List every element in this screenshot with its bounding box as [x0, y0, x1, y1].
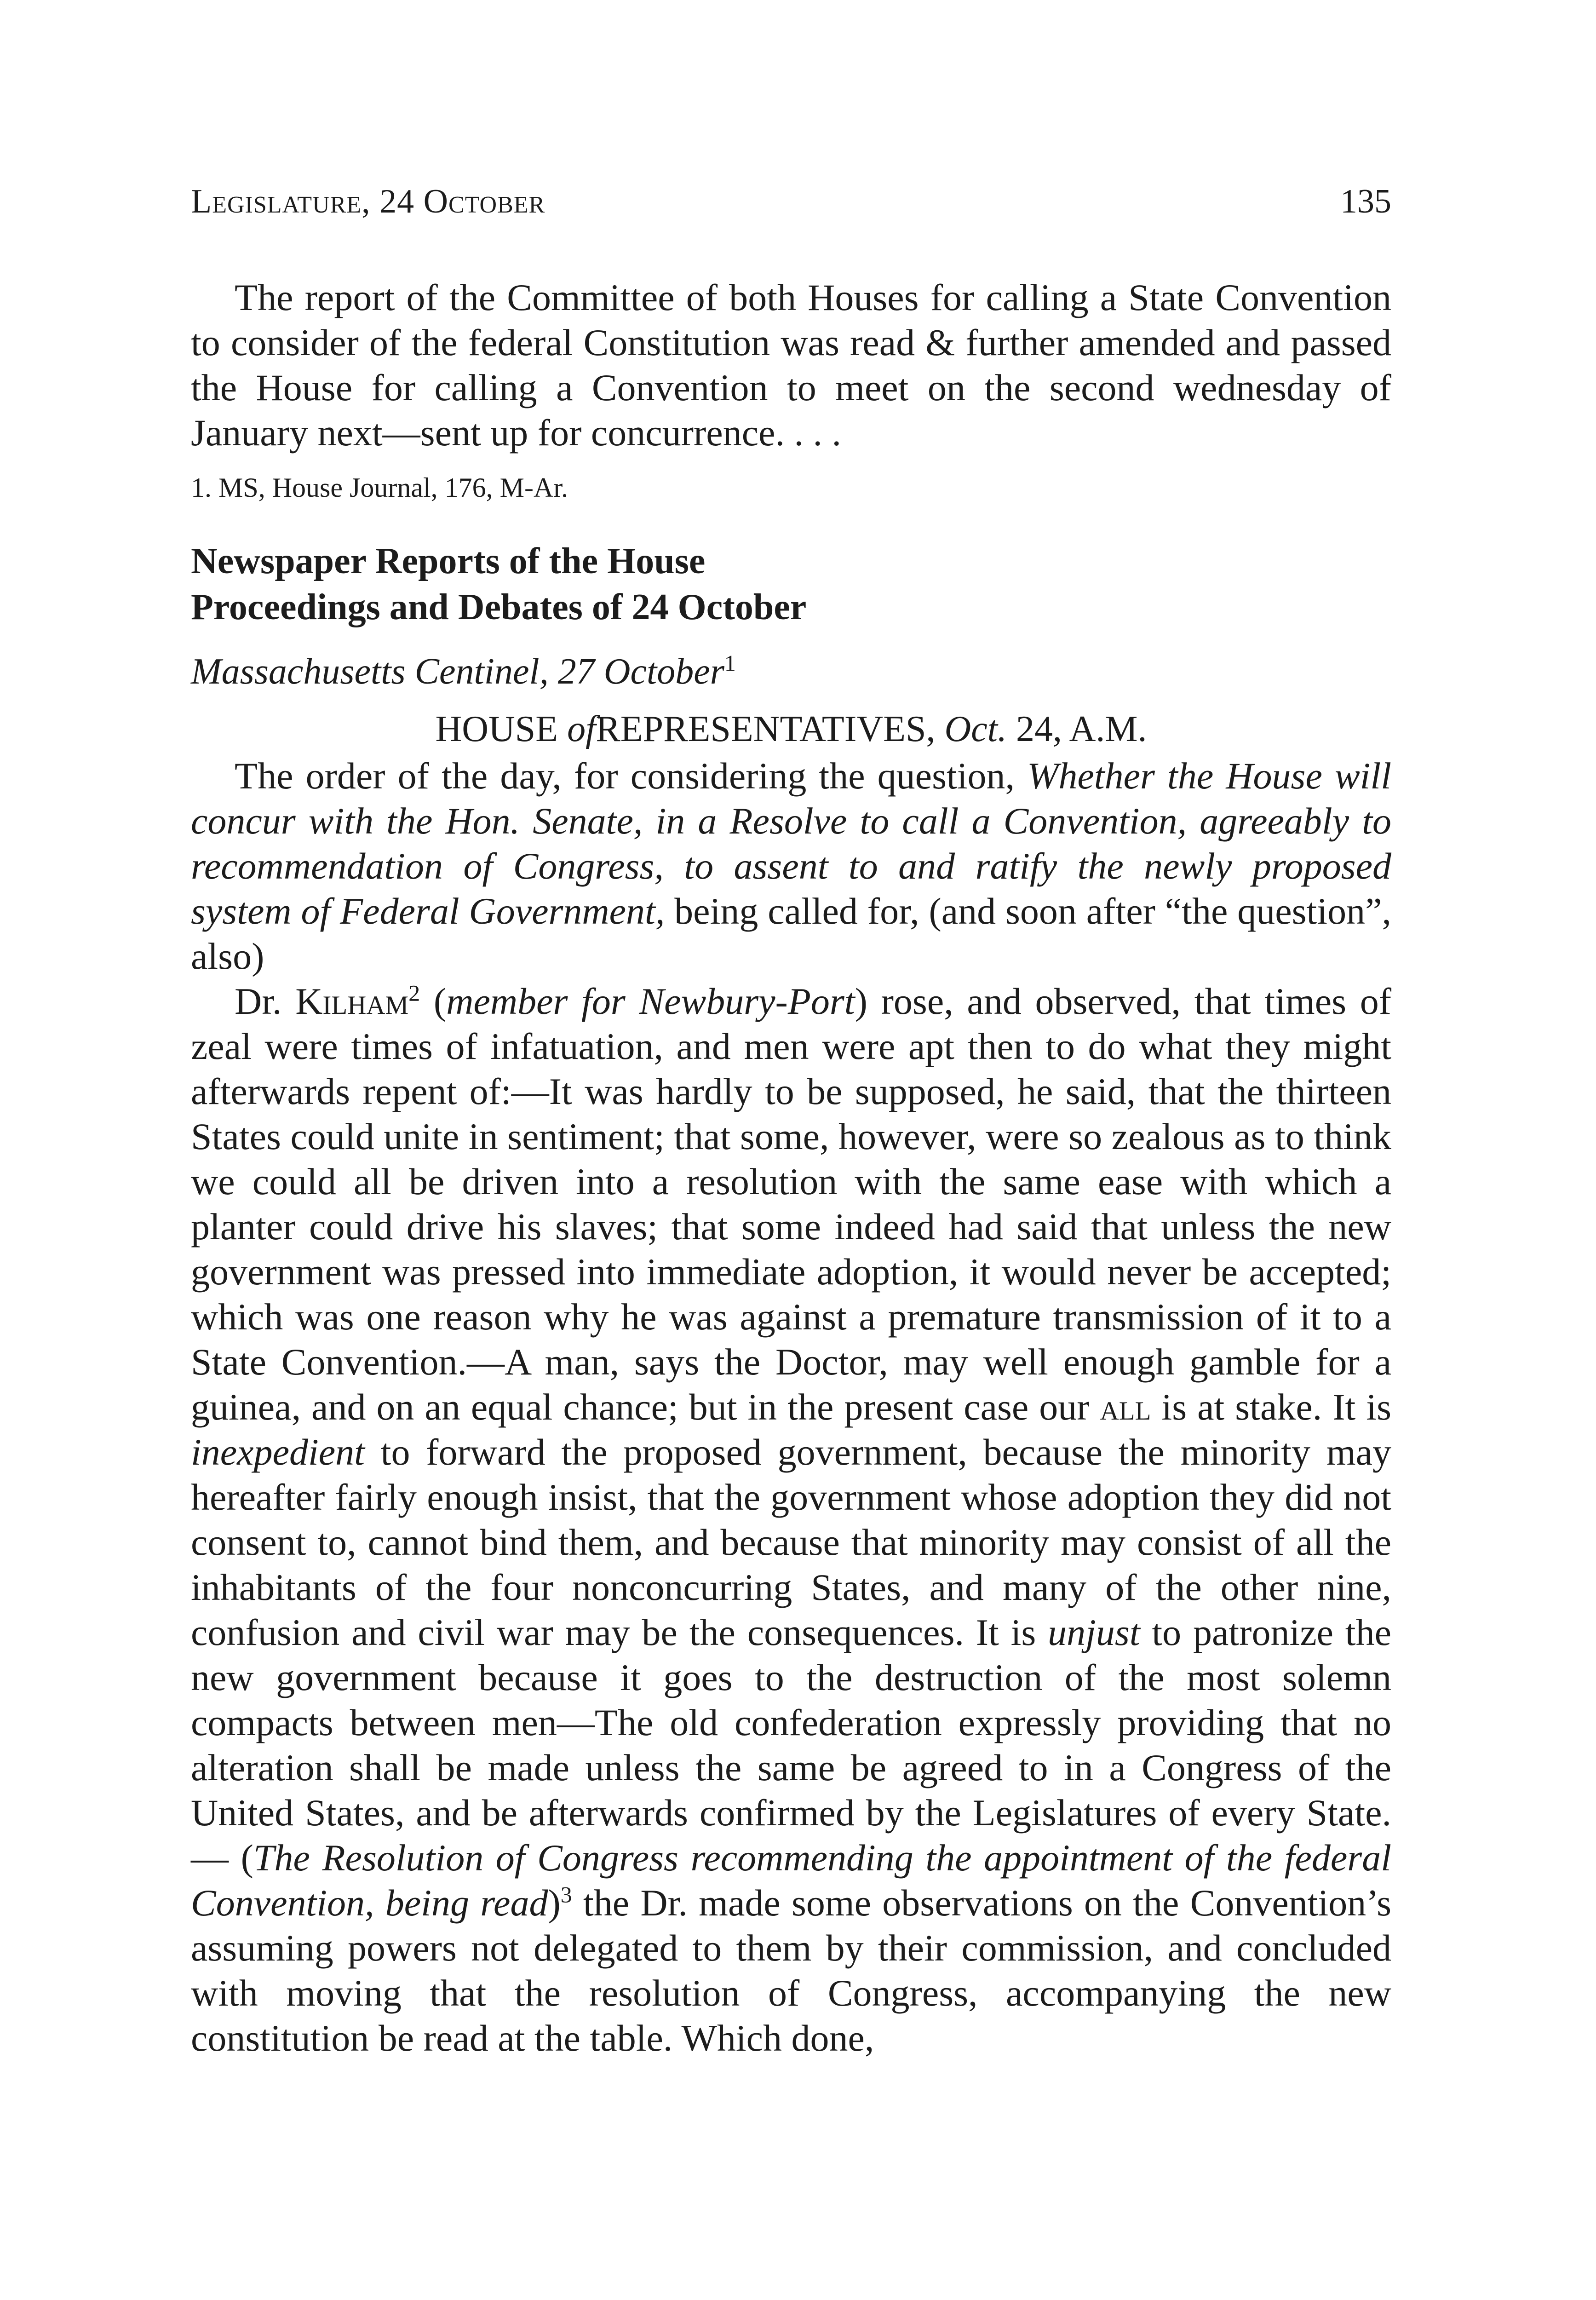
section-heading-line-1: Newspaper Reports of the House [191, 541, 706, 581]
p2-text-5: to forward the proposed government, because the minority may hereafter fairly enough insist, that the government whose adoption they did not consent to, cannot bind them, and because that minority may consist of all the inhabitants of the four nonconcurring States, and many of the other nine, confusion and civil war may be the consequences. It is [191, 1431, 1391, 1653]
journal-entry-paragraph: The report of the Committee of both Houses for calling a State Convention to consider of the federal Constitution was read & further amended and passed the House for calling a Convention to meet on the second wednesday of January next—sent up for concurrence. . . . [191, 276, 1391, 454]
paragraph-kilham-speech [191, 979, 1391, 2061]
house-heading-part-1: HOUSE [435, 709, 568, 749]
house-heading [191, 706, 1391, 752]
resolution-italic: The Resolution of Congress recommending the appointment of the federal Convention, being read [191, 1837, 1391, 1924]
paragraph-order-of-day [191, 753, 1391, 979]
p1-text-3: being called for, (and soon after “the question”, also) [191, 890, 1391, 977]
footnote-marker-2: 2 [408, 980, 420, 1006]
p1-question-italic: Whether the House will concur with the Hon. Senate, in a Resolve to call a Convention, agreeably to recommendation of Congress, to assent to and ratify the newly proposed system of Federal Government, [191, 755, 1391, 932]
all-small-caps: all [1100, 1386, 1151, 1428]
p2-text-6: to patronize the new government because it goes to the destruction of the most solemn compacts between men—The old confederation expressly providing that no alteration shall be made unless the same be agreed to in a Congress of the United States, and be afterwards confirmed by the Legislatures of every State.— ( [191, 1611, 1391, 1879]
p2-text-2: ( [420, 980, 447, 1022]
debate-report-body [191, 753, 1391, 2061]
source-citation [191, 649, 1391, 695]
footnote-marker-3: 3 [560, 1881, 572, 1908]
unjust-italic: unjust [1048, 1611, 1140, 1653]
section-heading [191, 538, 1391, 630]
footnote-1: 1. MS, House Journal, 176, M-Ar. [191, 472, 568, 503]
inexpedient-italic: inexpedient [191, 1431, 365, 1473]
p2-text-3: ) rose, and observed, that times of zeal were times of infatuation, and men were apt then to do what they might afterwards repent of:—It was hardly to be supposed, he said, that the thirteen States could unite in sentiment; that some, however, were so zealous as to think we could all be driven into a resolution with the same ease with which a planter could drive his slaves; that some indeed had said that unless the new government was pressed into immediate adoption, it would never be accepted; which was one reason why he was against a premature transmission of it to a State Convention.—A man, says the Doctor, may well enough gamble for a guinea, and on an equal chance; but in the present case our [191, 980, 1392, 1428]
house-heading-of: of [567, 709, 596, 749]
speaker-name: Kilham [295, 980, 409, 1022]
p2-text-4: is at stake. It is [1151, 1386, 1391, 1428]
p2-text-7: ) [548, 1882, 561, 1924]
speaker-member-italic: member for Newbury-Port [446, 980, 855, 1022]
section-heading-line-2: Proceedings and Debates of 24 October [191, 587, 807, 627]
p2-text-8: the Dr. made some observations on the Convention’s assuming powers not delegated to them by their commission, and concluded with moving that the resolution of Congress, accompanying the new constitution be read at the table. Which done, [191, 1882, 1391, 2059]
house-heading-part-3: 24, A.M. [1007, 709, 1147, 749]
source-title: Massachusetts Centinel, 27 October [191, 651, 724, 692]
page-number: 135 [1340, 183, 1391, 220]
house-heading-date: Oct. [944, 709, 1007, 749]
p1-text-1: The order of the day, for considering the question, [235, 755, 1028, 797]
running-head-title: Legislature, 24 October [191, 183, 545, 220]
source-note-marker: 1 [724, 650, 736, 676]
house-heading-part-2: REPRESENTATIVES, [596, 709, 945, 749]
running-head [191, 178, 1391, 224]
p2-text-1: Dr. [235, 980, 296, 1022]
